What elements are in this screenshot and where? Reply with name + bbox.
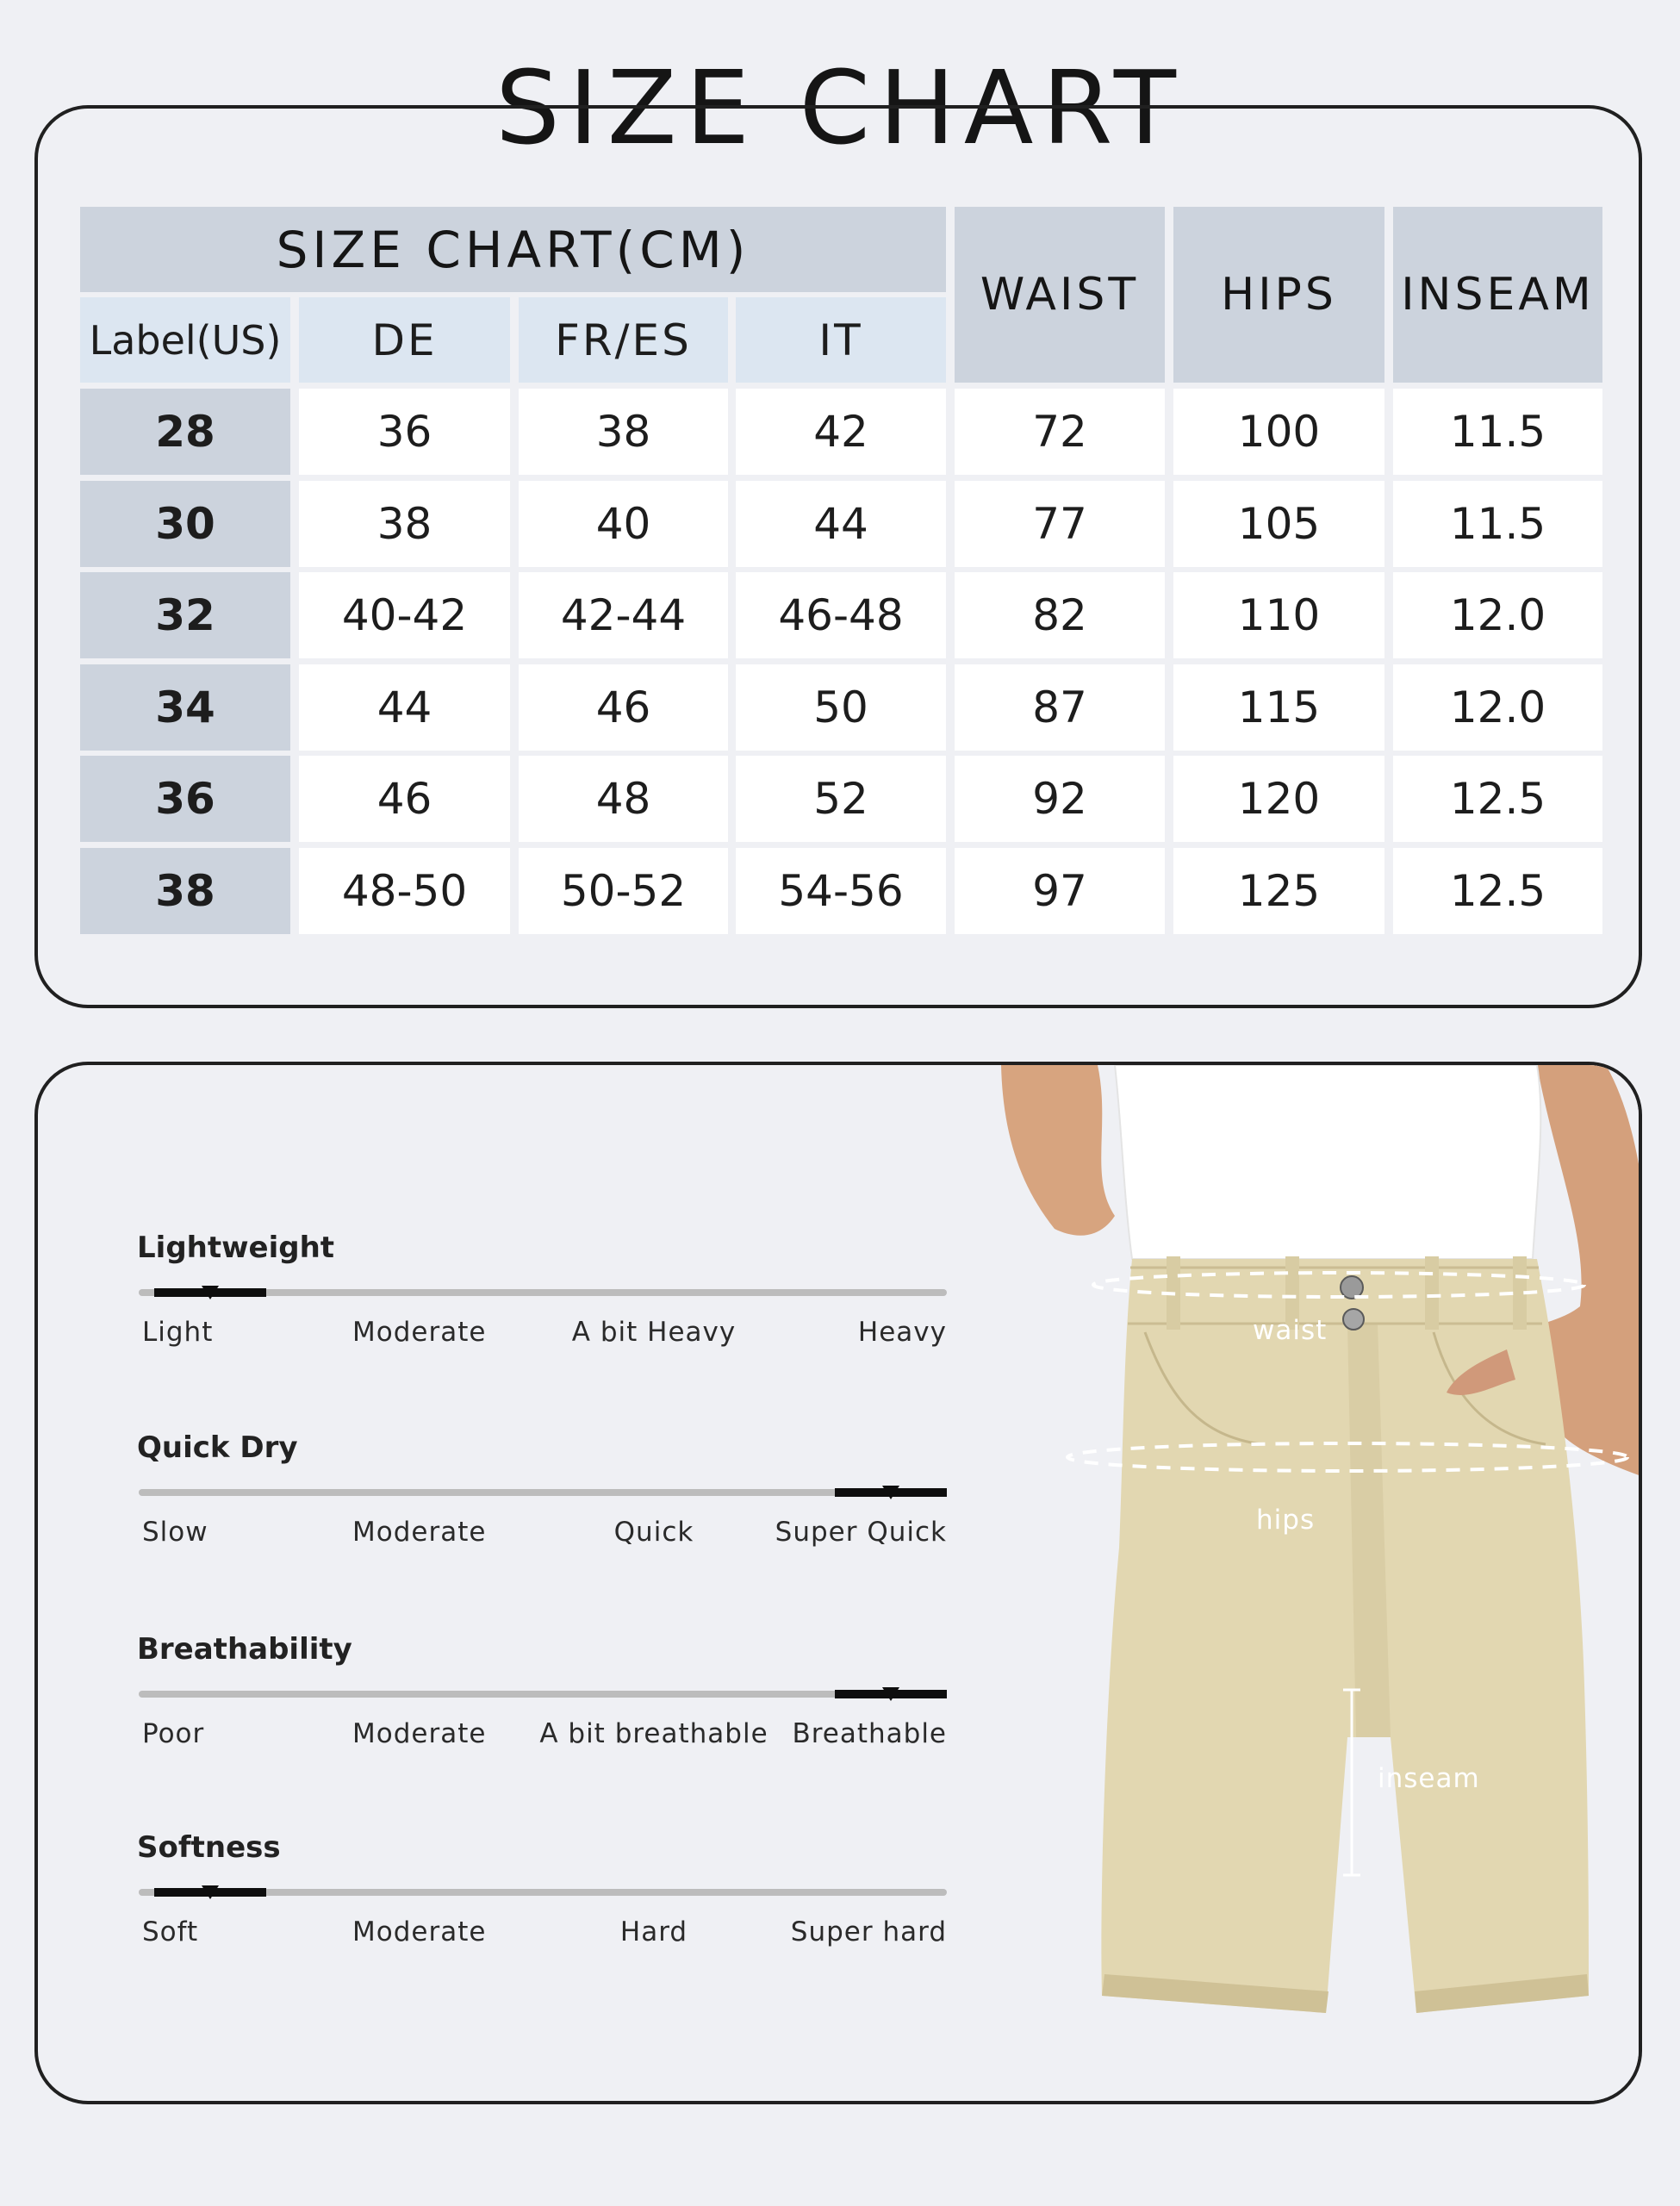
table-cell: 110 (1173, 572, 1384, 658)
table-cell: 44 (299, 664, 510, 751)
table-cell: 42-44 (519, 572, 728, 658)
table-cell: 115 (1173, 664, 1384, 751)
table-cell: 92 (955, 756, 1165, 842)
rating-option: Moderate (352, 1916, 487, 1947)
model-shorts-drawing (986, 1065, 1642, 2104)
table-cell: 46 (299, 756, 510, 842)
table-subheader: IT (736, 297, 946, 383)
rating-option: Breathable (792, 1718, 947, 1749)
feature-panel (34, 1062, 1642, 2104)
rating-option: Super hard (790, 1916, 947, 1947)
table-cell: 46 (519, 664, 728, 751)
rating-option: Quick (613, 1517, 694, 1548)
table-measure-header: HIPS (1173, 207, 1384, 383)
rating-option: Moderate (352, 1317, 487, 1348)
table-cell: 12.0 (1393, 572, 1602, 658)
rating-pointer-icon (882, 1687, 899, 1701)
table-cell: 12.5 (1393, 848, 1602, 934)
table-cell: 125 (1173, 848, 1384, 934)
table-group-header: SIZE CHART(CM) (80, 207, 946, 292)
table-cell: 12.0 (1393, 664, 1602, 751)
table-subheader: FR/ES (519, 297, 728, 383)
table-cell: 12.5 (1393, 756, 1602, 842)
row-size-label: 32 (80, 572, 290, 658)
rating-option: Moderate (352, 1517, 487, 1548)
table-cell: 42 (736, 389, 946, 475)
rating-option: Light (142, 1317, 214, 1348)
rating-pointer-icon (202, 1286, 219, 1299)
white-top (1115, 1065, 1540, 1259)
rating-option: Heavy (857, 1317, 947, 1348)
rating-title: Lightweight (137, 1231, 335, 1265)
rating-pointer-icon (882, 1486, 899, 1499)
rating-pointer-icon (202, 1885, 219, 1899)
model-illustration (986, 1065, 1642, 2104)
table-cell: 50-52 (519, 848, 728, 934)
table-cell: 82 (955, 572, 1165, 658)
rating-track (139, 1489, 947, 1496)
rating-option: Hard (619, 1916, 688, 1947)
row-size-label: 36 (80, 756, 290, 842)
left-arm (1001, 1065, 1115, 1236)
table-cell: 48-50 (299, 848, 510, 934)
table-cell: 120 (1173, 756, 1384, 842)
rating-track (139, 1889, 947, 1896)
rating-option: A bit Heavy (571, 1317, 737, 1348)
rating-track (139, 1691, 947, 1698)
table-cell: 11.5 (1393, 389, 1602, 475)
waist-label: waist (1253, 1315, 1328, 1346)
table-measure-header: INSEAM (1393, 207, 1602, 383)
table-cell: 87 (955, 664, 1165, 751)
rating-option: Super Quick (775, 1517, 947, 1548)
rating-option: Poor (142, 1718, 205, 1749)
table-cell: 52 (736, 756, 946, 842)
table-cell: 48 (519, 756, 728, 842)
table-measure-header: WAIST (955, 207, 1165, 383)
table-cell: 77 (955, 481, 1165, 567)
row-size-label: 38 (80, 848, 290, 934)
table-cell: 40 (519, 481, 728, 567)
rating-title: Quick Dry (137, 1430, 298, 1465)
table-subheader: DE (299, 297, 510, 383)
rating-option: Slow (142, 1517, 208, 1548)
table-cell: 100 (1173, 389, 1384, 475)
hips-label: hips (1256, 1505, 1316, 1536)
table-cell: 36 (299, 389, 510, 475)
inseam-label: inseam (1378, 1763, 1480, 1794)
table-cell: 54-56 (736, 848, 946, 934)
table-cell: 105 (1173, 481, 1384, 567)
rating-option: Soft (142, 1916, 199, 1947)
table-subheader: Label(US) (80, 297, 290, 383)
rating-option: A bit breathable (539, 1718, 768, 1749)
table-cell: 44 (736, 481, 946, 567)
table-cell: 46-48 (736, 572, 946, 658)
row-size-label: 30 (80, 481, 290, 567)
rating-title: Softness (137, 1830, 281, 1865)
page-title: SIZE CHART (0, 47, 1680, 168)
table-cell: 72 (955, 389, 1165, 475)
rating-title: Breathability (137, 1632, 352, 1667)
table-cell: 50 (736, 664, 946, 751)
table-cell: 40-42 (299, 572, 510, 658)
table-cell: 38 (519, 389, 728, 475)
row-size-label: 34 (80, 664, 290, 751)
rating-option: Moderate (352, 1718, 487, 1749)
shorts (1101, 1259, 1589, 2013)
table-cell: 97 (955, 848, 1165, 934)
table-cell: 38 (299, 481, 510, 567)
rating-track (139, 1289, 947, 1296)
table-cell: 11.5 (1393, 481, 1602, 567)
row-size-label: 28 (80, 389, 290, 475)
